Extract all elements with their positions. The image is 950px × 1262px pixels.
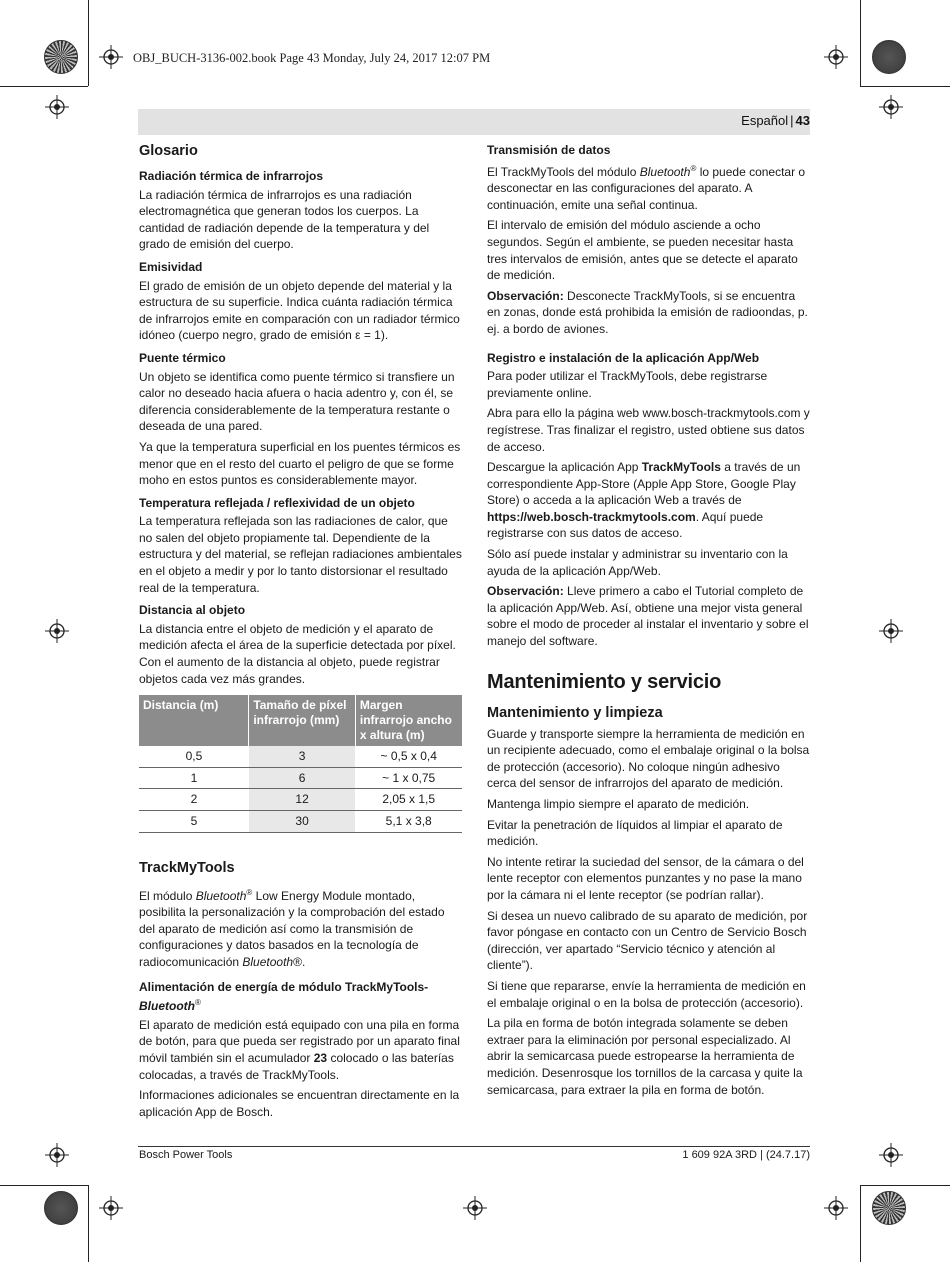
text-run: a través de un correspondiente App-Store (Apple App Store, Google Play Store) o acceda a la aplicación Web a través de (487, 460, 801, 508)
text-run: Alimentación de energía de módulo TrackMyTools- (139, 979, 429, 994)
bluetooth-term: Bluetooth (639, 164, 691, 179)
subsection-title: Emisividad (139, 259, 203, 274)
registration-mark-icon (879, 1143, 903, 1167)
page-number: 43 (795, 113, 810, 128)
text-run: Low Energy Module montado, posibilita la personalización y la comprobación del estado del aparato de medición así como la transmisión de configuraciones y datos basados en la tecnología de radiocomunicación (139, 888, 445, 969)
paragraph (487, 583, 810, 649)
registration-mark-icon (99, 1196, 123, 1220)
paragraph: Guarde y transporte siempre la herramienta de medición en un recipiente adecuado, como el embalaje original o la bolsa de protección (accesorio). No coloque ningún adhesivo cerca del sensor de infrarrojos del aparato de medición. (487, 726, 810, 791)
paragraph (487, 459, 810, 542)
table-header-cell: Margen infrarrojo ancho x altura (m) (355, 695, 462, 746)
header-language: Español (741, 113, 789, 128)
subsection-title-limpieza: Mantenimiento y limpieza (487, 704, 663, 721)
paragraph: Para poder utilizar el TrackMyTools, debe registrarse previamente online. (487, 369, 768, 400)
crop-mark (860, 86, 950, 87)
note-label: Observación: (487, 584, 564, 599)
page-header (741, 113, 810, 128)
distance-table (139, 695, 462, 832)
table-row (139, 746, 462, 767)
bluetooth-term: Bluetooth (195, 888, 247, 903)
registration-mark-icon (463, 1196, 487, 1220)
subsection-title: Puente térmico (139, 350, 226, 365)
star-target-icon (44, 40, 78, 74)
table-header-row (139, 695, 462, 746)
footer-brand: Bosch Power Tools (139, 1149, 233, 1161)
registration-mark-icon (824, 1196, 848, 1220)
paragraph: La radiación térmica de infrarrojos es una radiación electromagnética que generan todos los cuerpos. La cantidad de radiación depende de la temperatura y del grado de emisión del cuerpo. (139, 187, 430, 252)
registration-mark-icon (45, 619, 69, 643)
paragraph: Un objeto se identifica como puente térmico si transfiere un calor no deseado hacia afuera o hacia adentro y, con él, se diferencia considerablemente de la temperatura restante o deseada de una pared. (139, 369, 455, 434)
header-separator: | (790, 113, 794, 128)
crop-mark (88, 1185, 89, 1262)
table-row (139, 789, 462, 811)
crop-mark (0, 86, 88, 87)
table-row (139, 811, 462, 833)
star-target-icon (872, 1191, 906, 1225)
color-target-icon (44, 1191, 78, 1225)
table-cell: ~ 0,5 x 0,4 (355, 746, 462, 767)
note-label: Observación: (487, 288, 564, 303)
crop-mark (860, 1185, 861, 1262)
paragraph: La pila en forma de botón integrada solamente se deben extraer para la eliminación por personal especializado. Al abrir la semicarcasa puede estropearse la herramienta de medición. Desenrosque los tornillos de la carcasa y quite la semicarcasa, para extraer la pila en forma de botón. (487, 1016, 803, 1097)
text-run: Desconecte TrackMyTools, si se encuentra en zonas, donde está prohibida la emisión de radioondas, p. ej. a bordo de aviones. (487, 288, 808, 336)
paragraph: La distancia entre el objeto de medición y el aparato de medición afecta el área de la superficie detectada por píxel. Con el aumento de la distancia al objeto, puede registrar objetos cada vez más grandes. (139, 621, 456, 686)
table-cell: 2 (139, 789, 249, 811)
paragraph (487, 288, 810, 338)
subsection-title: Registro e instalación de la aplicación App/Web (487, 350, 760, 365)
subsection-title (139, 979, 462, 1015)
paragraph: Si tiene que repararse, envíe la herramienta de medición en el embalaje original o en la bolsa de protección (accesorio). (487, 978, 806, 1010)
registration-mark-icon (99, 45, 123, 69)
table-row (139, 767, 462, 789)
table-header-cell: Distancia (m) (139, 695, 249, 746)
paragraph (139, 885, 462, 971)
right-column (487, 142, 810, 1102)
app-name: TrackMyTools (641, 460, 721, 475)
section-title-glosario: Glosario (139, 143, 198, 159)
table-cell: ~ 1 x 0,75 (355, 767, 462, 789)
paragraph (487, 161, 810, 214)
paragraph: Informaciones adicionales se encuentran directamente en la aplicación App de Bosch. (139, 1088, 460, 1119)
table-cell: 12 (249, 789, 356, 811)
table-cell: 5,1 x 3,8 (355, 811, 462, 833)
bluetooth-term: Bluetooth (139, 999, 195, 1014)
paragraph: No intente retirar la suciedad del sensor, de la cámara o del lente receptor con elementos punzantes y no pase la mano por la cámara ni el lente receptor (se podrían rallar). (487, 854, 804, 902)
color-target-icon (872, 40, 906, 74)
table-header-cell: Tamaño de píxel infrarrojo (mm) (249, 695, 356, 746)
text-run: . Aquí puede registrarse con sus datos de acceso. (487, 509, 764, 541)
table-cell: 0,5 (139, 746, 249, 767)
paragraph: La temperatura reflejada son las radiaciones de calor, que no salen del objeto propiamente tal. Dependiente de la estructura y del material, se reflejan radiaciones ambientales en el objeto a medir y por lo tanto distorsionar el resultado real de la temperatura. (139, 514, 462, 595)
section-title-mantenimiento: Mantenimiento y servicio (487, 670, 722, 693)
registered-mark: ® (690, 163, 697, 173)
text-run: El TrackMyTools del módulo (487, 164, 640, 179)
section-title-trackmytools: TrackMyTools (139, 859, 235, 876)
bluetooth-term: Bluetooth (242, 954, 294, 969)
paragraph: Evitar la penetración de líquidos al limpiar el aparato de medición. (487, 817, 783, 849)
part-number: 23 (313, 1050, 328, 1065)
text-run: colocado o las baterías colocadas, a través de TrackMyTools. (139, 1050, 454, 1082)
table-cell: 3 (249, 746, 356, 767)
web-app-url: https://web.bosch-trackmytools.com (487, 509, 696, 524)
paragraph: El grado de emisión de un objeto depende del material y la estructura de su superficie. Indica cuánta radiación térmica de infrarrojos emite en comparación con un radiador térmico idóneo (cuerpo negro, grado de emisión ε = 1). (139, 278, 460, 343)
crop-mark (88, 0, 89, 86)
paragraph: Si desea un nuevo calibrado de su aparato de medición, por favor póngase en contacto con un Centro de Servicio Bosch (dirección, ver apartado “Servicio técnico y atención al cliente”). (487, 908, 808, 973)
subsection-title: Distancia al objeto (139, 603, 246, 618)
print-info: OBJ_BUCH-3136-002.book Page 43 Monday, July 24, 2017 12:07 PM (133, 51, 491, 65)
registered-mark: ® (246, 887, 253, 897)
paragraph: Ya que la temperatura superficial en los puentes térmicos es menor que en el resto del cuarto el peligro de que se forme moho en estos puntos es considerablemente mayor. (139, 439, 461, 488)
text-run: lo puede conectar o desconectar en las configuraciones del aparato. A continuación, emite una señal continua. (487, 164, 806, 212)
registration-mark-icon (879, 619, 903, 643)
text-run: Lleve primero a cabo el Tutorial completo de la aplicación App/Web. Así, obtiene una mejor vista general sobre el modo de proceder al instalar el inventario y sobre el manejo del software. (487, 584, 809, 649)
paragraph: Abra para ello la página web www.bosch-trackmytools.com y regístrese. Tras finalizar el registro, usted obtiene sus datos de acceso. (487, 406, 810, 454)
crop-mark (860, 1185, 950, 1186)
text-run: ®. (293, 954, 306, 969)
registered-mark: ® (195, 998, 201, 1008)
text-run: El aparato de medición está equipado con una pila en forma de botón, para que pueda ser registrado por un aparato final móvil también sin el acumulador (139, 1017, 460, 1065)
text-run: El módulo (139, 888, 196, 903)
table-cell: 1 (139, 767, 249, 789)
left-column (139, 142, 462, 1124)
footer-doc-id: 1 609 92A 3RD | (24.7.17) (682, 1149, 810, 1161)
table-cell: 5 (139, 811, 249, 833)
registration-mark-icon (45, 1143, 69, 1167)
table-cell: 6 (249, 767, 356, 789)
paragraph: El intervalo de emisión del módulo asciende a ocho segundos. Según el ambiente, se pueden necesitar hasta tres intervalos de emisión, antes que se detecte el aparato de medición. (487, 218, 798, 283)
crop-mark (0, 1185, 88, 1186)
subsection-title: Temperatura reflejada / reflexividad de un objeto (139, 495, 415, 510)
text-run: Descargue la aplicación App (487, 460, 642, 475)
crop-mark (860, 0, 861, 86)
registration-mark-icon (824, 45, 848, 69)
table-cell: 30 (249, 811, 356, 833)
header-bar (138, 109, 810, 135)
paragraph: Sólo así puede instalar y administrar su inventario con la ayuda de la aplicación App/Web. (487, 547, 788, 578)
registration-mark-icon (45, 95, 69, 119)
table-cell: 2,05 x 1,5 (355, 789, 462, 811)
subsection-title: Radiación térmica de infrarrojos (139, 169, 324, 183)
footer-rule (138, 1146, 810, 1147)
registration-mark-icon (879, 95, 903, 119)
subsection-title: Transmisión de datos (487, 143, 611, 157)
paragraph (139, 1017, 462, 1083)
paragraph: Mantenga limpio siempre el aparato de medición. (487, 797, 750, 811)
